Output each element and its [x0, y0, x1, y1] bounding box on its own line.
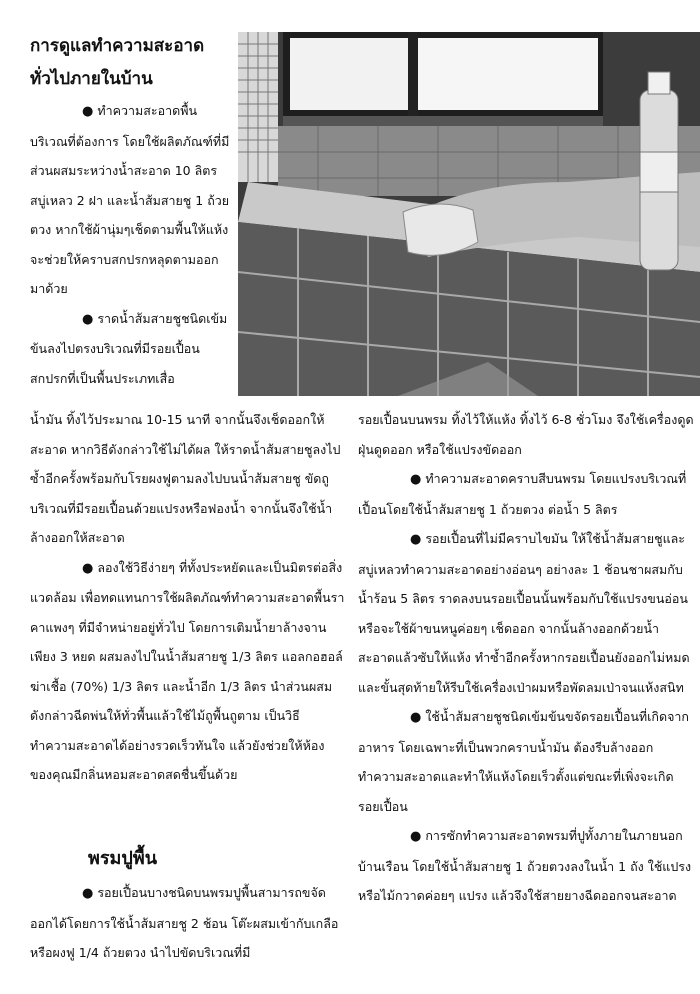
paragraph: [358, 405, 694, 464]
heading-line-2: ทั่วไปภายในบ้าน: [30, 69, 153, 89]
paragraph: [358, 821, 694, 911]
paragraph: [358, 464, 694, 524]
paragraph-text: ใช้น้ำส้มสายชูชนิดเข้มข้นขจัดรอยเปื้อนที่เกิดจากอาหาร โดยเฉพาะที่เป็นพวกคราบน้ำมัน ต้องรีบล้างออกทำความสะอาดและทำให้แห้งโดยเร็วตั้งแต่ขณะที่เพิ่งจะเกิดรอยเปื้อน: [358, 709, 689, 814]
carpet-intro: [30, 878, 342, 968]
section-title: พรมปูพื้น: [88, 848, 157, 869]
paragraph: [358, 524, 694, 702]
bullet-icon: ●: [410, 472, 422, 487]
right-column: [358, 405, 694, 911]
paragraph-text: น้ำมัน ทิ้งไว้ประมาณ 10-15 นาที จากนั้นจึงเช็ดออกให้สะอาด หากวิธีดังกล่าวใช้ไม่ได้ผล ให้ราดน้ำส้มสายชูลงไปซ้ำอีกครั้งพร้อมกับโรยผงฟูตามลงไปบนน้ำส้มสายชู ขัดถูบริเวณที่มีรอยเปื้อนด้วยแปรงหรือฟองน้ำ จากนั้นจึงใช้น้ำล้างออกให้สะอาด: [30, 412, 341, 545]
paragraph-text: การซักทำความสะอาดพรมที่ปูทั้งภายในภายนอกบ้านเรือน โดยใช้น้ำส้มสายชู 1 ถ้วยตวงลงในน้ำ 1 ถัง ใช้แปรงหรือไม้กวาดค่อยๆ แปรง แล้วจึงใช้สายยางฉีดออกจนสะอาด: [358, 828, 692, 903]
bullet-icon: ●: [82, 886, 94, 901]
paragraph: [358, 702, 694, 821]
bullet-icon: ●: [410, 532, 422, 547]
bullet-icon: ●: [82, 560, 94, 576]
paragraph: [30, 878, 342, 968]
bullet-icon: ●: [410, 829, 422, 844]
paragraph-text: ลองใช้วิธีง่ายๆ ที่ทั้งประหยัดและเป็นมิตรต่อสิ่งแวดล้อม เพื่อทดแทนการใช้ผลิตภัณฑ์ทำความสะอาดพื้นราคาแพงๆ ที่มีจำหน่ายอยู่ทั่วไป โดยการเติมน้ำยาล้างจานเพียง 3 หยด ผสมลงไปในน้ำส้มสายชู 1/3 ลิตร แอลกอฮอล์ฆ่าเชื้อ (70%) 1/3 ลิตร และน้ำอีก 1/3 ลิตร นำส่วนผสมดังกล่าวฉีดพ่นให้ทั่วพื้นแล้วใช้ไม้ถูพื้นถูตาม เป็นวิธีทำความสะอาดได้อย่างรวดเร็วทันใจ แล้วยังช่วยให้ห้องของคุณมีกลิ่นหอมสะอาดสดชื่นขึ้นด้วย: [30, 559, 345, 782]
heading-line-1: การดูแลทำความสะอาด: [30, 36, 205, 56]
bullet-icon: ●: [82, 104, 94, 119]
paragraph: [30, 96, 232, 304]
bullet-icon: ●: [410, 710, 422, 725]
paragraph: [30, 405, 345, 553]
article-heading: [30, 30, 235, 96]
bathroom-cleaning-photo: [238, 32, 700, 396]
paragraph-text: ราดน้ำส้มสายชูชนิดเข้มข้นลงไปตรงบริเวณที่มีรอยเปื้อนสกปรกที่เป็นพื้นประเภทเสื่อ: [30, 310, 228, 386]
paragraph: [30, 553, 345, 790]
paragraph: [30, 304, 232, 394]
intro-column: [30, 96, 232, 393]
paragraph-text: ทำความสะอาดพื้นบริเวณที่ต้องการ โดยใช้ผลิตภัณฑ์ที่มีส่วนผสมระหว่างน้ำสะอาด 10 ลิตร สบู่เหลว 2 ฝา และน้ำส้มสายชู 1 ถ้วยตวง หากใช้ผ้านุ่มๆเช็ดตามพื้นให้แห้งจะช่วยให้คราบสกปรกหลุดตามออกมาด้วย: [30, 103, 230, 296]
photo-illustration: [238, 32, 700, 396]
paragraph-text: รอยเปื้อนบนพรม ทิ้งไว้ให้แห้ง ทิ้งไว้ 6-8 ชั่วโมง จึงใช้เครื่องดูดฝุ่นดูดออก หรือใช้แปรงขัดออก: [358, 412, 694, 457]
paragraph-text: รอยเปื้อนที่ไม่มีคราบไขมัน ให้ใช้น้ำส้มสายชูและสบู่เหลวทำความสะอาดอย่างอ่อนๆ อย่างละ 1 ช้อนชาผสมกับน้ำร้อน 5 ลิตร ราดลงบนรอยเปื้อนนั้นพร้อมกับใช้แปรงขนอ่อน หรือจะใช้ผ้าขนหนูค่อยๆ เช็ดออก จากนั้นล้างออกด้วยน้ำสะอาดแล้วซับให้แห้ง ทำซ้ำอีกครั้งหากรอยเปื้อนยังออกไม่หมด และขั้นสุดท้ายให้รีบใช้เครื่องเป่าผมหรือพัดลมเป่าจนแห้งสนิท: [358, 531, 690, 695]
bullet-icon: ●: [82, 311, 94, 327]
paragraph-text: รอยเปื้อนบางชนิดบนพรมปูพื้นสามารถขจัดออกได้โดยการใช้น้ำส้มสายชู 2 ช้อน โต๊ะผสมเข้ากับเกลือ หรือผงฟู 1/4 ถ้วยตวง นำไปขัดบริเวณที่มี: [30, 885, 339, 960]
paragraph-text: ทำความสะอาดคราบสีบนพรม โดยแปรงบริเวณที่เปื้อนโดยใช้น้ำส้มสายชู 1 ถ้วยตวง ต่อน้ำ 5 ลิตร: [358, 471, 687, 517]
left-column: [30, 405, 345, 790]
